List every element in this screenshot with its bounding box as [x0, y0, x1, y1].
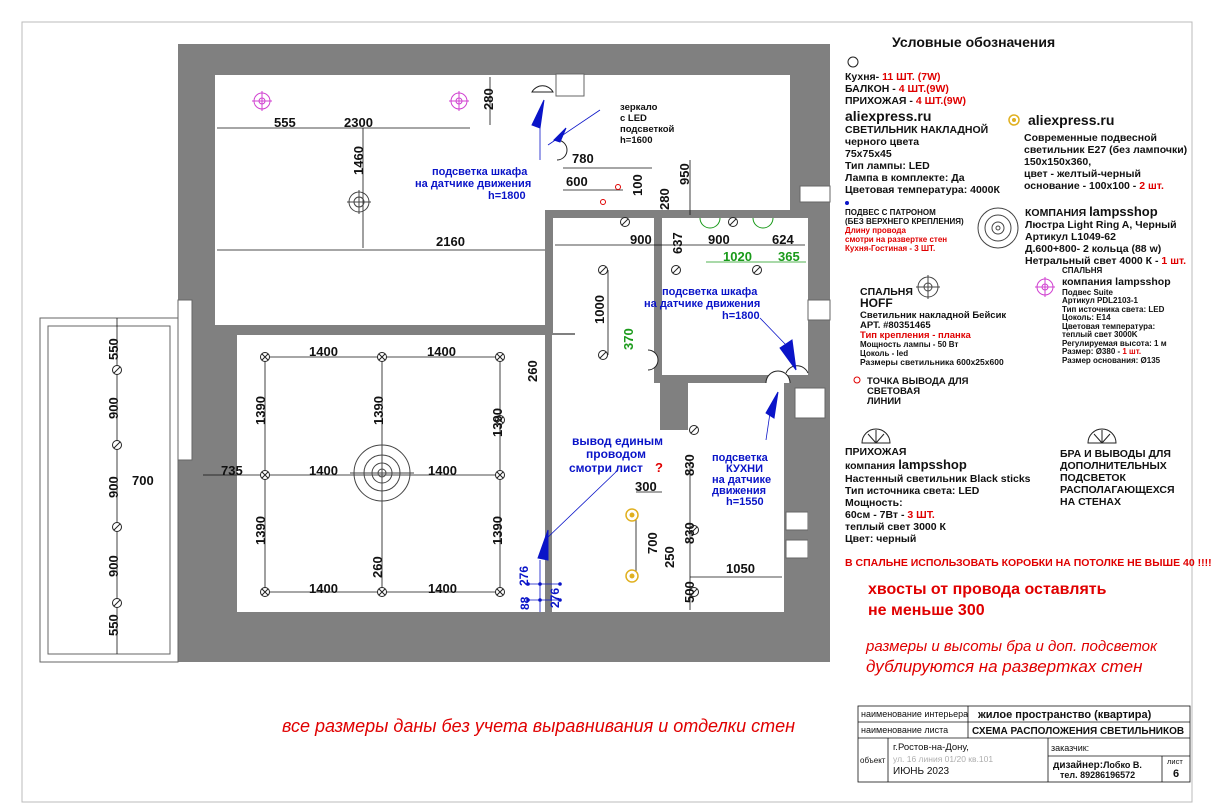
legend: [845, 34, 1212, 676]
light-5: [496, 471, 505, 480]
ali2-line-3: 150х150х360,: [1024, 156, 1092, 168]
ali1-line-4: Тип лампы: LED: [845, 160, 930, 172]
note-boxes: В СПАЛЬНЕ ИСПОЛЬЗОВАТЬ КОРОБКИ НА ПОТОЛКЕ НЕ ВЫШЕ 40 !!!!: [845, 557, 1212, 569]
dim-1390c: 1390: [490, 408, 505, 437]
dim-1400b: 1400: [427, 344, 456, 359]
hall2-desc-3: Мощность:: [845, 497, 903, 509]
strip-point-icon: [854, 377, 860, 383]
balcony-dim-900a: 900: [106, 397, 121, 419]
wardrobe1-line-3: h=1800: [488, 190, 526, 202]
dim-280b: 280: [657, 188, 672, 210]
tb-v1: жилое пространство (квартира): [978, 709, 1152, 721]
legend-kitchen-value: 11 ШТ. (7W): [879, 71, 941, 83]
dim-250: 250: [662, 546, 677, 568]
hoff-art: АРТ. #80351465: [860, 320, 931, 331]
tb-date: ИЮНЬ 2023: [893, 766, 950, 777]
ali2-last: основание - 100х100 -: [1024, 180, 1137, 192]
tb-phone: тел. 89286196572: [1060, 770, 1136, 780]
dim-600: 600: [566, 174, 588, 189]
hall-light-5: [621, 218, 630, 227]
dim-950: 950: [677, 163, 692, 185]
tb-city: г.Ростов-на-Дону,: [893, 742, 969, 753]
tb-sheet-label: лист: [1167, 757, 1183, 766]
dim-780: 780: [572, 151, 594, 166]
mirror-line-2: с LED: [620, 113, 647, 124]
hall-light-3: [753, 266, 762, 275]
svg-text:60см - 7Вт - 3 ШТ.: [845, 509, 935, 521]
dim-624: 624: [772, 232, 794, 247]
dim-1400d: 1400: [428, 463, 457, 478]
window-3: [795, 388, 825, 418]
dim-276b: 276: [548, 587, 562, 608]
dim-260b: 260: [370, 556, 385, 578]
lamps2-size-red: 1 шт.: [1120, 347, 1142, 356]
lamps2-small-4: Цоколь: E14: [1062, 313, 1111, 322]
lamps2-base: Размер основания: Ø135: [1062, 356, 1161, 365]
ali1-line-1: СВЕТИЛЬНИК НАКЛАДНОЙ: [845, 124, 989, 136]
hall-light-6: [729, 218, 738, 227]
light-7: [378, 588, 387, 597]
socket-line-2: (БЕЗ ВЕРХНЕГО КРЕПЛЕНИЯ): [845, 217, 964, 226]
lamps1-line-3: Д.600+800- 2 кольца (88 w): [1025, 243, 1162, 255]
dim-260a: 260: [525, 360, 540, 382]
hoff-line-1: СПАЛЬНЯ: [860, 286, 913, 298]
mirror-line-1: зеркало: [620, 102, 658, 113]
hall-light-1: [599, 266, 608, 275]
dim-1400e: 1400: [309, 581, 338, 596]
light-2: [378, 353, 387, 362]
lamps1-prefix: КОМПАНИЯ: [1025, 207, 1087, 219]
dim-637: 637: [670, 232, 685, 254]
hall2-desc-2: Тип источника света: LED: [845, 485, 980, 497]
lamps1-last-red: 1 шт.: [1158, 255, 1187, 267]
dim-735: 735: [221, 463, 243, 478]
hoff-red: Тип крепления - планка: [860, 330, 971, 341]
hall-light-13: [113, 599, 122, 608]
balcony-door: [178, 300, 192, 460]
hall2-line-1: ПРИХОЖАЯ: [845, 446, 907, 458]
ring-chandelier-icon: [978, 208, 1018, 248]
bra-line-5: НА СТЕНАХ: [1060, 496, 1121, 508]
wardrobe2-line-3: h=1800: [722, 310, 760, 322]
hoff-line-2: HOFF: [860, 296, 893, 310]
kitchen-line-2: КУХНИ: [726, 463, 764, 475]
sconce-icon-1: [862, 429, 890, 443]
dim-1390e: 1390: [490, 516, 505, 545]
legend-hall-label: ПРИХОЖАЯ -: [845, 95, 913, 107]
socket-red-1: Длину провода: [845, 226, 906, 235]
ali1-line-5: Лампа в комплекте: Да: [845, 172, 965, 184]
window-4: [786, 512, 808, 530]
floor-plan: [40, 44, 830, 662]
lamps2-size: Размер: Ø380 -: [1062, 347, 1121, 356]
kitchen-line-3: на датчике: [712, 474, 772, 486]
balcony-dim-900c: 900: [106, 555, 121, 577]
legend-hall-value: 4 ШТ.(9W): [912, 95, 967, 107]
wardrobe1-line-2: на датчике движения: [415, 178, 532, 190]
lamps2-line-1: СПАЛЬНЯ: [1062, 266, 1103, 275]
tb-k2: наименование листа: [861, 725, 949, 735]
ali1-line-2: черного цвета: [845, 136, 920, 148]
svg-text:Нетральный свет 4000 К - 1 шт.: [1025, 255, 1186, 267]
light-6: [261, 588, 270, 597]
lamps1-last: Нетральный свет 4000 К -: [1025, 255, 1159, 267]
mirror-line-3: подсветкой: [620, 124, 675, 135]
tb-v2: СХЕМА РАСПОЛОЖЕНИЯ СВЕТИЛЬНИКОВ: [972, 726, 1185, 737]
socket-icon: [845, 201, 849, 205]
window-1: [800, 186, 830, 202]
dim-1050: 1050: [726, 561, 755, 576]
kitchen-line-4: движения: [712, 485, 767, 497]
bra-line-3: ПОДСВЕТОК: [1060, 472, 1126, 484]
dim-280a: 280: [481, 88, 496, 110]
balcony-dim-550a: 550: [106, 338, 121, 360]
svg-text:Размер: Ø380 - 1 шт.: [1062, 347, 1141, 356]
note-tails-1: хвосты от провода оставлять: [868, 581, 1107, 598]
mirror-line-4: h=1600: [620, 135, 653, 146]
legend-title: Условные обозначения: [892, 34, 1056, 50]
legend-balcony-value: 4 ШТ.(9W): [895, 83, 949, 95]
ali2-line-2: светильник Е27 (без лампочки): [1024, 144, 1188, 156]
dim-1000: 1000: [592, 295, 607, 324]
lamps2-small-5: Цветовая температура:: [1062, 322, 1156, 331]
legend-ali2-title: aliexpress.ru: [1028, 112, 1115, 128]
lamps1-line-1: Люстра Light Ring A, Черный: [1025, 219, 1177, 231]
dim-555: 555: [274, 115, 296, 130]
wardrobe2-line-2: на датчике движения: [644, 298, 761, 310]
dim-700b: 700: [645, 532, 660, 554]
dim-1400c: 1400: [309, 463, 338, 478]
strip-line-3: ЛИНИИ: [867, 396, 902, 407]
ali2-line-1: Современные подвесной: [1024, 132, 1157, 144]
light-4: [261, 471, 270, 480]
dim-2160: 2160: [436, 234, 465, 249]
hoff-small-3: Размеры светильника 600х25х600: [860, 357, 1004, 367]
dim-88: 88: [518, 596, 532, 610]
dim-830a: 830: [682, 454, 697, 476]
light-8: [496, 588, 505, 597]
lamps2-line-2: компания lampsshop: [1062, 276, 1171, 288]
bra-line-2: ДОПОЛНИТЕЛЬНЫХ: [1060, 460, 1167, 472]
lamps1-title: lampsshop: [1089, 204, 1158, 219]
dim-1400a: 1400: [309, 344, 338, 359]
bra-line-4: РАСПОЛАГАЮЩЕХСЯ: [1060, 484, 1175, 496]
window-2: [808, 300, 830, 320]
hall2-power-red: 3 ШТ.: [904, 509, 935, 521]
green-1020: 1020: [723, 249, 752, 264]
socket-red-3: Кухня-Гостиная - 3 ШТ.: [845, 244, 936, 253]
svg-text:ПРИХОЖАЯ - 4 ШТ.(9W): [845, 95, 966, 107]
legend-ali1-title: aliexpress.ru: [845, 108, 932, 124]
bra-line-1: БРА И ВЫВОДЫ ДЛЯ: [1060, 448, 1171, 460]
wardrobe-wall: [654, 218, 662, 333]
hall2-more-2: Цвет: черный: [845, 533, 917, 545]
wardrobe1-line-1: подсветка шкафа: [432, 166, 528, 178]
light-1: [261, 353, 270, 362]
dim-276a: 276: [517, 565, 531, 586]
legend-kitchen-label: Кухня-: [845, 71, 880, 83]
dim-1390b: 1390: [371, 396, 386, 425]
tb-designer-name: Лобко В.: [1103, 760, 1142, 770]
lamps2-small-2: Артикул PDL2103-1: [1062, 296, 1138, 305]
socket-line-1: ПОДВЕС С ПАТРОНОМ: [845, 208, 936, 217]
hall2-prefix: компания: [845, 460, 896, 472]
kitchen-line-1: подсветка: [712, 452, 768, 464]
lamps2-small-6: теплый свет 3000K: [1062, 330, 1138, 339]
sconce-icon-2: [1088, 429, 1116, 443]
hall-light-11: [113, 441, 122, 450]
svg-text:основание - 100х100 - 2 шт.: [1024, 180, 1164, 192]
kitchen-line-5: h=1550: [726, 496, 764, 508]
single-line-3: смотри лист: [569, 461, 643, 475]
wardrobe2-line-1: подсветка шкафа: [662, 286, 758, 298]
hall2-title: lampsshop: [898, 457, 967, 472]
balcony-dim-900b: 900: [106, 476, 121, 498]
dim-1390a: 1390: [253, 396, 268, 425]
hoff-small-2: Цоколь - led: [860, 349, 909, 358]
hall-light-4: [599, 351, 608, 360]
dim-2300: 2300: [344, 115, 373, 130]
green-370: 370: [621, 328, 636, 350]
ali1-line-6: Цветовая температура: 4000К: [845, 184, 1000, 196]
ali1-line-3: 75х75х45: [845, 148, 892, 160]
note-sizes-2: дублируются на развертках стен: [866, 657, 1143, 676]
dim-900b: 900: [708, 232, 730, 247]
strip-line-1: ТОЧКА ВЫВОДА ДЛЯ: [867, 376, 969, 387]
outer-wall-right: [808, 422, 830, 662]
dim-1460: 1460: [351, 146, 366, 175]
dim-830b: 830: [682, 522, 697, 544]
hall2-power: 60см - 7Вт -: [845, 509, 905, 521]
hoff-desc: Светильник накладной Бейсик: [860, 310, 1007, 321]
hall-light-2: [672, 266, 681, 275]
tb-sheet-no: 6: [1173, 768, 1180, 780]
dim-100: 100: [630, 174, 645, 196]
surface-light-icon: [848, 57, 858, 67]
hall-light-12: [113, 523, 122, 532]
lamps2-small-3: Тип источника света: LED: [1062, 305, 1165, 314]
single-line-2: проводом: [586, 447, 646, 461]
hall-light-10: [113, 366, 122, 375]
title-block: [858, 706, 1190, 782]
single-question: ?: [655, 460, 663, 475]
green-365: 365: [778, 249, 800, 264]
ali2-line-4: цвет - желтый-черный: [1024, 168, 1141, 180]
lamps1-line-2: Артикул L1049-62: [1025, 231, 1116, 243]
tb-k3: объект: [860, 756, 886, 765]
dim-500: 500: [682, 581, 697, 603]
note-bottom: все размеры даны без учета выравнивания и отделки стен: [282, 716, 796, 736]
light-3: [496, 353, 505, 362]
note-sizes-1: размеры и высоты бра и доп. подсветок: [866, 638, 1158, 655]
ali2-last-red: 2 шт.: [1136, 180, 1164, 192]
hall2-desc-1: Настенный светильник Black sticks: [845, 473, 1031, 485]
tb-k1: наименование интерьера: [861, 709, 969, 719]
note-tails-2: не меньше 300: [868, 602, 985, 619]
svg-text:Кухня- 11 ШТ. (7W): [845, 71, 940, 83]
hall2-more-1: теплый свет 3000 К: [845, 521, 946, 533]
single-line-1: вывод единым: [572, 434, 664, 448]
hall-light-7: [690, 426, 699, 435]
hoff-icon: [916, 275, 940, 299]
balcony-dim-550b: 550: [106, 614, 121, 636]
dim-300: 300: [635, 479, 657, 494]
svg-text:КОМПАНИЯ lampsshop: [1025, 204, 1158, 219]
dim-700a: 700: [132, 473, 154, 488]
tb-k4: заказчик:: [1051, 743, 1090, 753]
svg-text:компания lampsshop: [845, 457, 967, 472]
strip-line-2: СВЕТОВАЯ: [867, 386, 921, 397]
bath-fixture: [556, 74, 584, 96]
hoff-small-1: Мощность лампы - 50 Вт: [860, 340, 959, 349]
lamps2-small-1: Подвес Suite: [1062, 288, 1113, 297]
legend-balcony-label: БАЛКОН -: [845, 83, 896, 95]
svg-text:БАЛКОН - 4 ШТ.(9W): [845, 83, 949, 95]
socket-red-2: смотри на развертке стен: [845, 235, 948, 244]
tb-designer: дизайнер:: [1053, 760, 1104, 771]
dim-1400f: 1400: [428, 581, 457, 596]
pink-pendant-icon: [1035, 277, 1055, 297]
dim-1390d: 1390: [253, 516, 268, 545]
window-5: [786, 540, 808, 558]
tb-address: ул. 16 линия 01/20 кв.101: [893, 754, 994, 764]
dim-900a: 900: [630, 232, 652, 247]
lamps2-small-7: Регулируемая высота: 1 м: [1062, 339, 1167, 348]
